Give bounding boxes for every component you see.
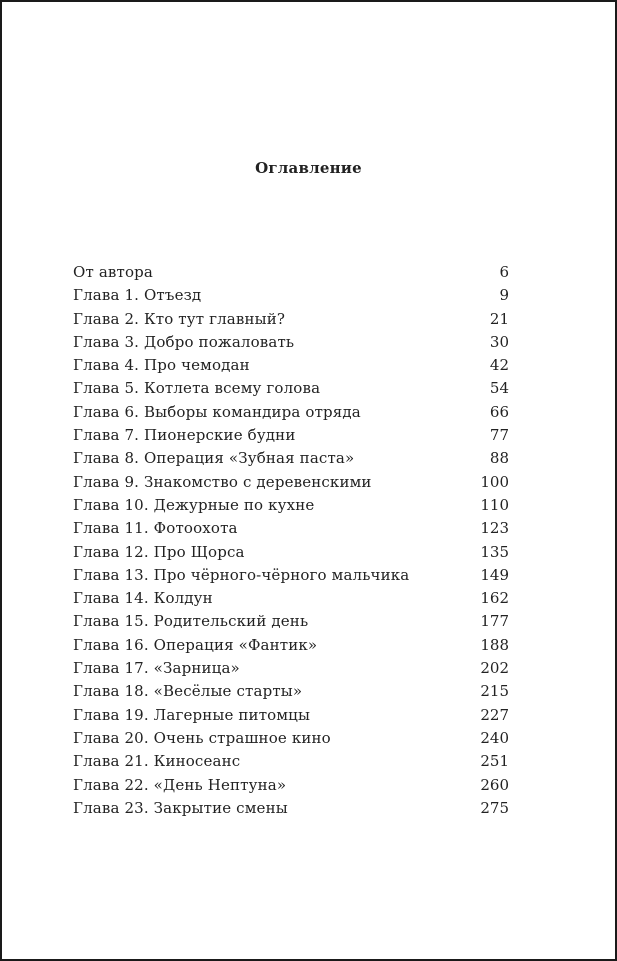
toc-entry bbox=[73, 797, 509, 820]
toc-entry-page-number: 77 bbox=[489, 426, 509, 445]
toc-entry-page-number: 251 bbox=[480, 752, 509, 771]
toc-entry-page-number: 135 bbox=[480, 542, 509, 561]
toc-entry-page-number: 227 bbox=[480, 705, 509, 724]
toc-entry-page-number: 123 bbox=[480, 519, 509, 538]
toc-entry bbox=[73, 750, 509, 773]
toc-entry-page-number: 215 bbox=[480, 682, 509, 701]
toc-entry-page-number: 100 bbox=[480, 472, 509, 491]
toc-entry-label: Глава 6. Выборы командира отряда bbox=[73, 402, 361, 421]
toc-entry-page-number: 162 bbox=[480, 589, 509, 608]
toc-entry-label: Глава 18. «Весёлые старты» bbox=[73, 682, 303, 701]
toc-entry-page-number: 275 bbox=[480, 798, 509, 817]
toc-entry-label: Глава 17. «Зарница» bbox=[73, 659, 240, 678]
toc-entry-label: Глава 5. Котлета всему голова bbox=[73, 379, 321, 398]
toc-entry bbox=[73, 401, 509, 424]
toc-entry-label: Глава 2. Кто тут главный? bbox=[73, 309, 286, 328]
toc-entry-page-number: 42 bbox=[489, 356, 509, 375]
toc-entry bbox=[73, 261, 509, 284]
toc-entry bbox=[73, 447, 509, 470]
toc-entry-page-number: 66 bbox=[489, 402, 509, 421]
toc-entry-page-number: 177 bbox=[480, 612, 509, 631]
toc-entry bbox=[73, 377, 509, 400]
toc-entry bbox=[73, 704, 509, 727]
toc-entry-page-number: 30 bbox=[489, 332, 509, 351]
toc-entry-page-number: 149 bbox=[480, 565, 509, 584]
toc-entry bbox=[73, 354, 509, 377]
toc-entry bbox=[73, 587, 509, 610]
toc-entry bbox=[73, 541, 509, 564]
toc-entry-page-number: 21 bbox=[489, 309, 509, 328]
toc-list bbox=[73, 261, 509, 820]
toc-entry bbox=[73, 424, 509, 447]
toc-entry bbox=[73, 284, 509, 307]
toc-entry-label: Глава 22. «День Нептуна» bbox=[73, 775, 287, 794]
toc-entry-label: Глава 16. Операция «Фантик» bbox=[73, 635, 318, 654]
toc-entry-label: Глава 1. Отъезд bbox=[73, 286, 202, 305]
toc-entry-label: От автора bbox=[73, 263, 153, 281]
toc-entry-page-number: 88 bbox=[489, 449, 509, 468]
toc-entry-label: Глава 7. Пионерские будни bbox=[73, 426, 296, 445]
toc-entry-page-number: 202 bbox=[480, 659, 509, 678]
toc-entry-label: Глава 3. Добро пожаловать bbox=[73, 332, 295, 351]
toc-entry bbox=[73, 471, 509, 494]
toc-entry bbox=[73, 517, 509, 540]
toc-entry-label: Глава 14. Колдун bbox=[73, 589, 213, 608]
toc-entry-page-number: 6 bbox=[499, 263, 509, 281]
toc-entry bbox=[73, 494, 509, 517]
toc-entry bbox=[73, 774, 509, 797]
toc-entry-label: Глава 10. Дежурные по кухне bbox=[73, 495, 315, 514]
toc-entry-label: Глава 19. Лагерные питомцы bbox=[73, 705, 311, 724]
toc-entry bbox=[73, 331, 509, 354]
toc-title: Оглавление bbox=[255, 159, 362, 177]
toc-entry-label: Глава 9. Знакомство с деревенскими bbox=[73, 472, 372, 491]
toc-entry-label: Глава 12. Про Щорса bbox=[73, 542, 245, 561]
toc-entry bbox=[73, 610, 509, 633]
toc-entry bbox=[73, 727, 509, 750]
toc-entry-page-number: 260 bbox=[480, 775, 509, 794]
toc-entry-label: Глава 8. Операция «Зубная паста» bbox=[73, 449, 355, 468]
toc-entry bbox=[73, 680, 509, 703]
toc-entry-page-number: 240 bbox=[480, 728, 509, 747]
toc-entry-page-number: 9 bbox=[499, 286, 509, 305]
toc-entry-label: Глава 11. Фотоохота bbox=[73, 519, 238, 538]
toc-entry-label: Глава 23. Закрытие смены bbox=[73, 798, 288, 817]
toc-entry bbox=[73, 634, 509, 657]
toc-entry-page-number: 188 bbox=[480, 635, 509, 654]
toc-entry bbox=[73, 564, 509, 587]
toc-entry bbox=[73, 657, 509, 680]
toc-entry-label: Глава 15. Родительский день bbox=[73, 612, 309, 631]
toc-entry-label: Глава 21. Киносеанс bbox=[73, 752, 241, 771]
toc-entry-label: Глава 20. Очень страшное кино bbox=[73, 728, 331, 747]
toc-entry-page-number: 110 bbox=[480, 495, 509, 514]
toc-entry-page-number: 54 bbox=[489, 379, 509, 398]
toc-entry-label: Глава 13. Про чёрного-чёрного мальчика bbox=[73, 565, 410, 584]
toc-entry-label: Глава 4. Про чемодан bbox=[73, 356, 250, 375]
toc-entry bbox=[73, 308, 509, 331]
